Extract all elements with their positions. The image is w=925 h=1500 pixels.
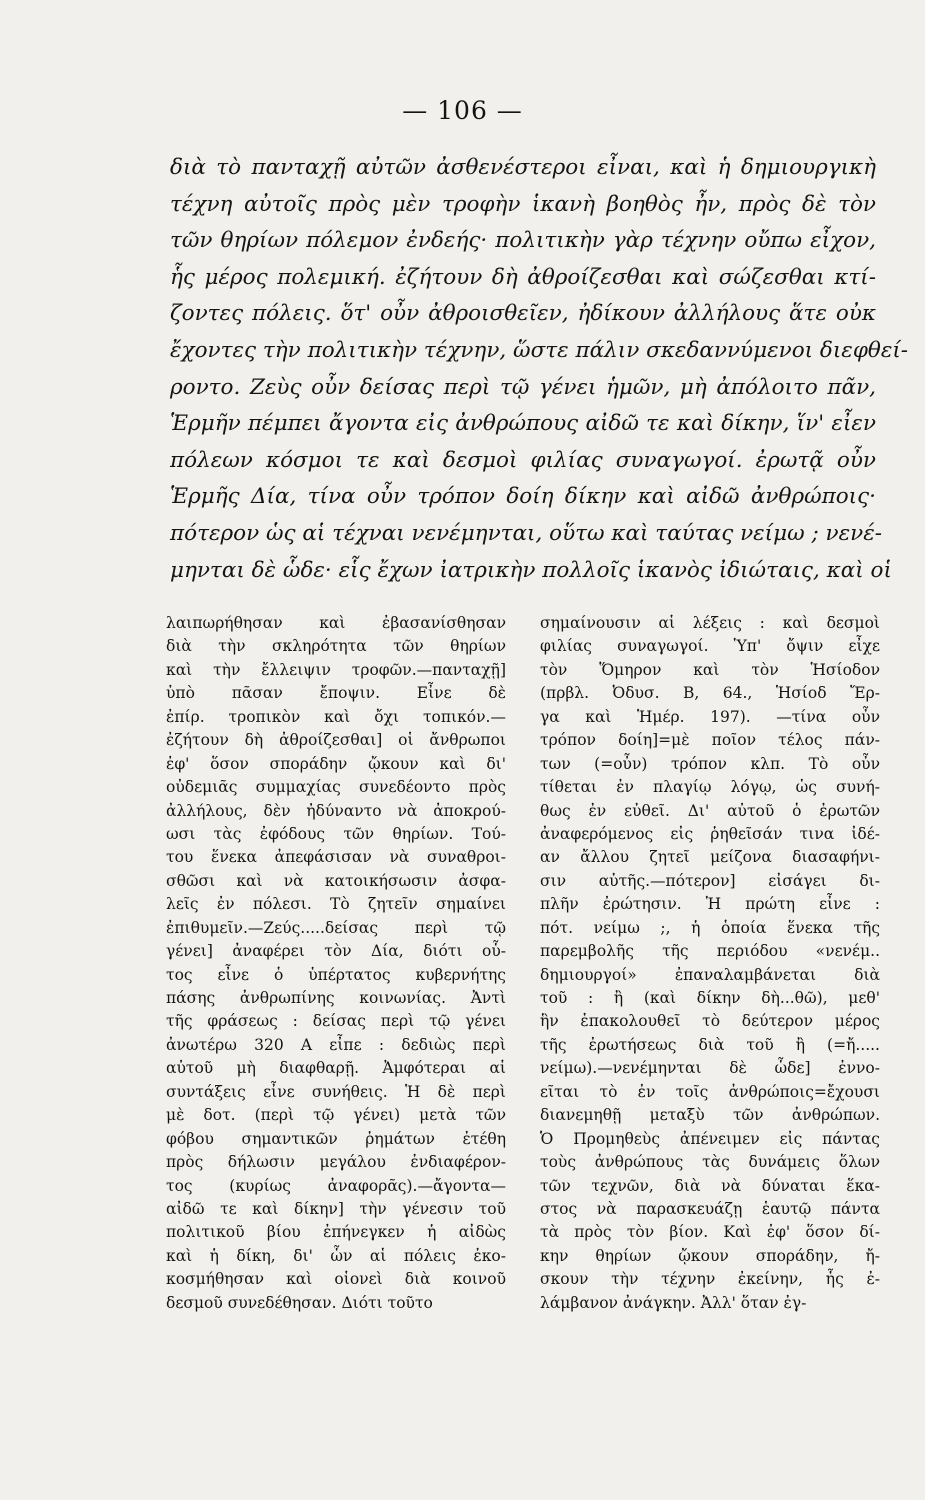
note-line: οὐδεμιᾶς συμμαχίας συνεδέοντο πρὸς [166,778,506,797]
note-line: μὲ δοτ. (περὶ τῷ γένει) μετὰ τῶν [166,1106,506,1125]
note-line: πολιτικοῦ βίου ἐπήνεγκεν ἡ αἰδὼς [166,1223,506,1242]
note-line: τὰ πρὸς τὸν βίον. Καὶ ἐφ' ὅσον δί- [540,1223,880,1242]
note-line: παρεμβολῆς τῆς περιόδου «νενέμ.. [540,942,880,961]
note-line: τῶν τεχνῶν, διὰ νὰ δύναται ἕκα- [540,1176,880,1195]
note-line: ἀνωτέρω 320 A εἶπε : δεδιὼς περὶ [166,1035,506,1054]
main-text-line: ἔχοντες τὴν πολιτικὴν τέχνην, ὥστε πάλιν σκεδαννύμενοι διεφθεί- [170,337,909,363]
note-line: διὰ τὴν σκληρότητα τῶν θηρίων [166,637,506,656]
note-line: κοσμήθησαν καὶ οἱονεὶ διὰ κοινοῦ [166,1270,506,1289]
main-text-line: ροντο. Ζεὺς οὖν δείσας περὶ τῷ γένει ἡμῶν, μὴ ἀπόλοιτο πᾶν, [170,374,876,400]
note-line: τοῦ : ἢ (καὶ δίκην δὴ...θῶ), μεθ' [540,989,880,1007]
note-line: του ἕνεκα ἀπεφάσισαν νὰ συναθροι- [166,848,506,867]
main-text-line: τῶν θηρίων πόλεμον ἐνδεής· πολιτικὴν γὰρ τέχνην οὔπω εἶχον, [170,228,876,254]
note-line: των (=οὖν) τρόπον κλπ. Τὸ οὖν [540,754,880,773]
note-line: λεῖς ἐν πόλεσι. Τὸ ζητεῖν σημαίνει [166,895,506,914]
note-line: αν ἄλλου ζητεῖ μείζονα διασαφήνι- [540,848,880,867]
note-line: σκουν τὴν τέχνην ἐκείνην, ἧς ἐ- [540,1270,880,1289]
note-line: φιλίας συναγωγοί. Ὑπ' ὄψιν εἶχε [540,637,880,656]
note-line: τῆς ἐρωτήσεως διὰ τοῦ ἢ (=ἤ..... [540,1035,880,1054]
note-line: τος εἶνε ὁ ὑπέρτατος κυβερνήτης [166,965,506,984]
note-line: πρὸς δήλωσιν μεγάλου ἐνδιαφέρον- [166,1153,506,1172]
note-line: πάσης ἀνθρωπίνης κοινωνίας. Ἀντὶ [166,989,506,1007]
notes-right-column [540,612,880,1315]
main-text-block [170,150,909,589]
note-line: Ὁ Προμηθεὺς ἀπένειμεν εἰς πάντας [540,1129,880,1148]
note-line: δημιουργοί» ἐπαναλαμβάνεται διὰ [540,965,880,984]
note-line: ἐπίρ. τροπικὸν καὶ ὄχι τοπικόν.— [166,707,506,726]
note-line: φόβου σημαντικῶν ῥημάτων ἐτέθη [166,1129,506,1148]
note-line: τρόπον δοίη]=μὲ ποῖον τέλος πάν- [540,731,880,750]
note-line: γα καὶ Ἡμέρ. 197). —τίνα οὖν [540,707,880,726]
note-line: θως ἐν εὐθεῖ. Δι' αὐτοῦ ὁ ἐρωτῶν [540,801,880,820]
page-number: — 106 — [402,96,523,125]
main-text-line: Ἑρμῆν πέμπει ἄγοντα εἰς ἀνθρώπους αἰδῶ τε καὶ δίκην, ἵν' εἶεν [170,411,876,437]
note-line: τῆς φράσεως : δείσας περὶ τῷ γένει [166,1012,506,1031]
note-line: ἀναφερόμενος εἰς ῥηθεῖσάν τινα ἰδέ- [540,824,880,843]
main-text-line: ἧς μέρος πολεμική. ἐζήτουν δὴ ἀθροίζεσθαι καὶ σώζεσθαι κτί- [170,264,876,290]
note-line: σιν αὐτῆς.—πότερον] εἰσάγει δι- [540,871,880,890]
note-line: δεσμοῦ συνεδέθησαν. Διότι τοῦτο [166,1293,433,1312]
main-text-line: τέχνη αὐτοῖς πρὸς μὲν τροφὴν ἱκανὴ βοηθὸς ἦν, πρὸς δὲ τὸν [170,191,876,217]
note-line: ωσι τὰς ἐφόδους τῶν θηρίων. Τού- [166,824,506,843]
note-line: τοὺς ἀνθρώπους τὰς δυνάμεις ὅλων [540,1153,880,1172]
note-line: πότ. νείμω ;, ἡ ὁποία ἕνεκα τῆς [540,918,880,937]
note-line: ὑπὸ πᾶσαν ἔποψιν. Εἶνε δὲ [166,684,506,703]
note-line: σθῶσι καὶ νὰ κατοικήσωσιν ἀσφα- [166,871,506,890]
note-line: καὶ ἡ δίκη, δι' ὧν αἱ πόλεις ἐκο- [166,1246,506,1265]
main-text-line: μηνται δὲ ὧδε· εἷς ἔχων ἰατρικὴν πολλοῖς ἱκανὸς ἰδιώταις, καὶ οἱ [170,557,892,583]
main-text-line: διὰ τὸ πανταχῇ αὐτῶν ἀσθενέστεροι εἶναι, καὶ ἡ δημιουργικὴ [170,155,876,180]
notes-left-column [166,612,506,1315]
main-text-line: πόλεων κόσμοι τε καὶ δεσμοὶ φιλίας συναγωγοί. ἐρωτᾷ οὖν [170,447,876,473]
note-line: τίθεται ἐν πλαγίῳ λόγῳ, ὡς συνή- [540,778,880,797]
note-line: ἐπιθυμεῖν.—Ζεύς.....δείσας περὶ τῷ [166,918,506,937]
note-line: ἐφ' ὅσον σποράδην ᾤκουν καὶ δι' [166,754,506,773]
note-line: νείμω).—νενέμηνται δὲ ὧδε] ἐννο- [540,1059,880,1078]
note-line: αἰδῶ τε καὶ δίκην] τὴν γένεσιν τοῦ [166,1199,506,1218]
note-line: ἐζήτουν δὴ ἀθροίζεσθαι] οἱ ἄνθρωποι [166,731,506,750]
note-line: συντάξεις εἶνε συνήθεις. Ἡ δὲ περὶ [166,1082,506,1101]
note-line: κην θηρίων ᾤκουν σποράδην, ἤ- [540,1246,880,1265]
note-line: στος νὰ παρασκευάζῃ ἑαυτῷ πάντα [540,1199,880,1218]
note-line: λάμβανον ἀνάγκην. Ἀλλ' ὅταν ἐγ- [540,1293,807,1312]
note-line: (πρβλ. Ὀδυσ. Β, 64., Ἡσίοδ Ἔρ- [540,684,880,703]
note-line: γένει] ἀναφέρει τὸν Δία, διότι οὗ- [166,942,506,961]
main-text-line: πότερον ὡς αἱ τέχναι νενέμηνται, οὕτω καὶ ταύτας νείμω ; νενέ- [170,520,883,546]
note-line: πλῆν ἐρώτησιν. Ἡ πρώτη εἶνε : [540,895,880,914]
note-line: καὶ τὴν ἔλλειψιν τροφῶν.—πανταχῇ] [166,660,506,679]
main-text-line: ζοντες πόλεις. ὅτ' οὖν ἀθροισθεῖεν, ἠδίκουν ἀλλήλους ἅτε οὐκ [170,301,876,327]
note-line: τὸν Ὅμηρον καὶ τὸν Ἡσίοδον [540,660,880,679]
note-line: λαιπωρήθησαν καὶ ἐβασανίσθησαν [166,614,506,632]
note-line: τος (κυρίως ἀναφορᾶς).—ἄγοντα— [166,1176,506,1195]
note-line: εῖται τὸ ἐν τοῖς ἀνθρώποις=ἔχουσι [540,1082,880,1101]
note-line: διανεμηθῇ μεταξὺ τῶν ἀνθρώπων. [540,1106,880,1125]
note-line: αὐτοῦ μὴ διαφθαρῇ. Ἀμφότεραι αἱ [166,1059,506,1078]
note-line: ἀλλήλους, δὲν ἠδύναντο νὰ ἀποκρού- [166,801,506,820]
note-line: σημαίνουσιν αἱ λέξεις : καὶ δεσμοὶ [540,614,880,632]
note-line: ἣν ἐπακολουθεῖ τὸ δεύτερον μέρος [540,1012,880,1031]
main-text-line: Ἑρμῆς Δία, τίνα οὖν τρόπον δοίη δίκην καὶ αἰδῶ ἀνθρώποις· [170,484,876,510]
